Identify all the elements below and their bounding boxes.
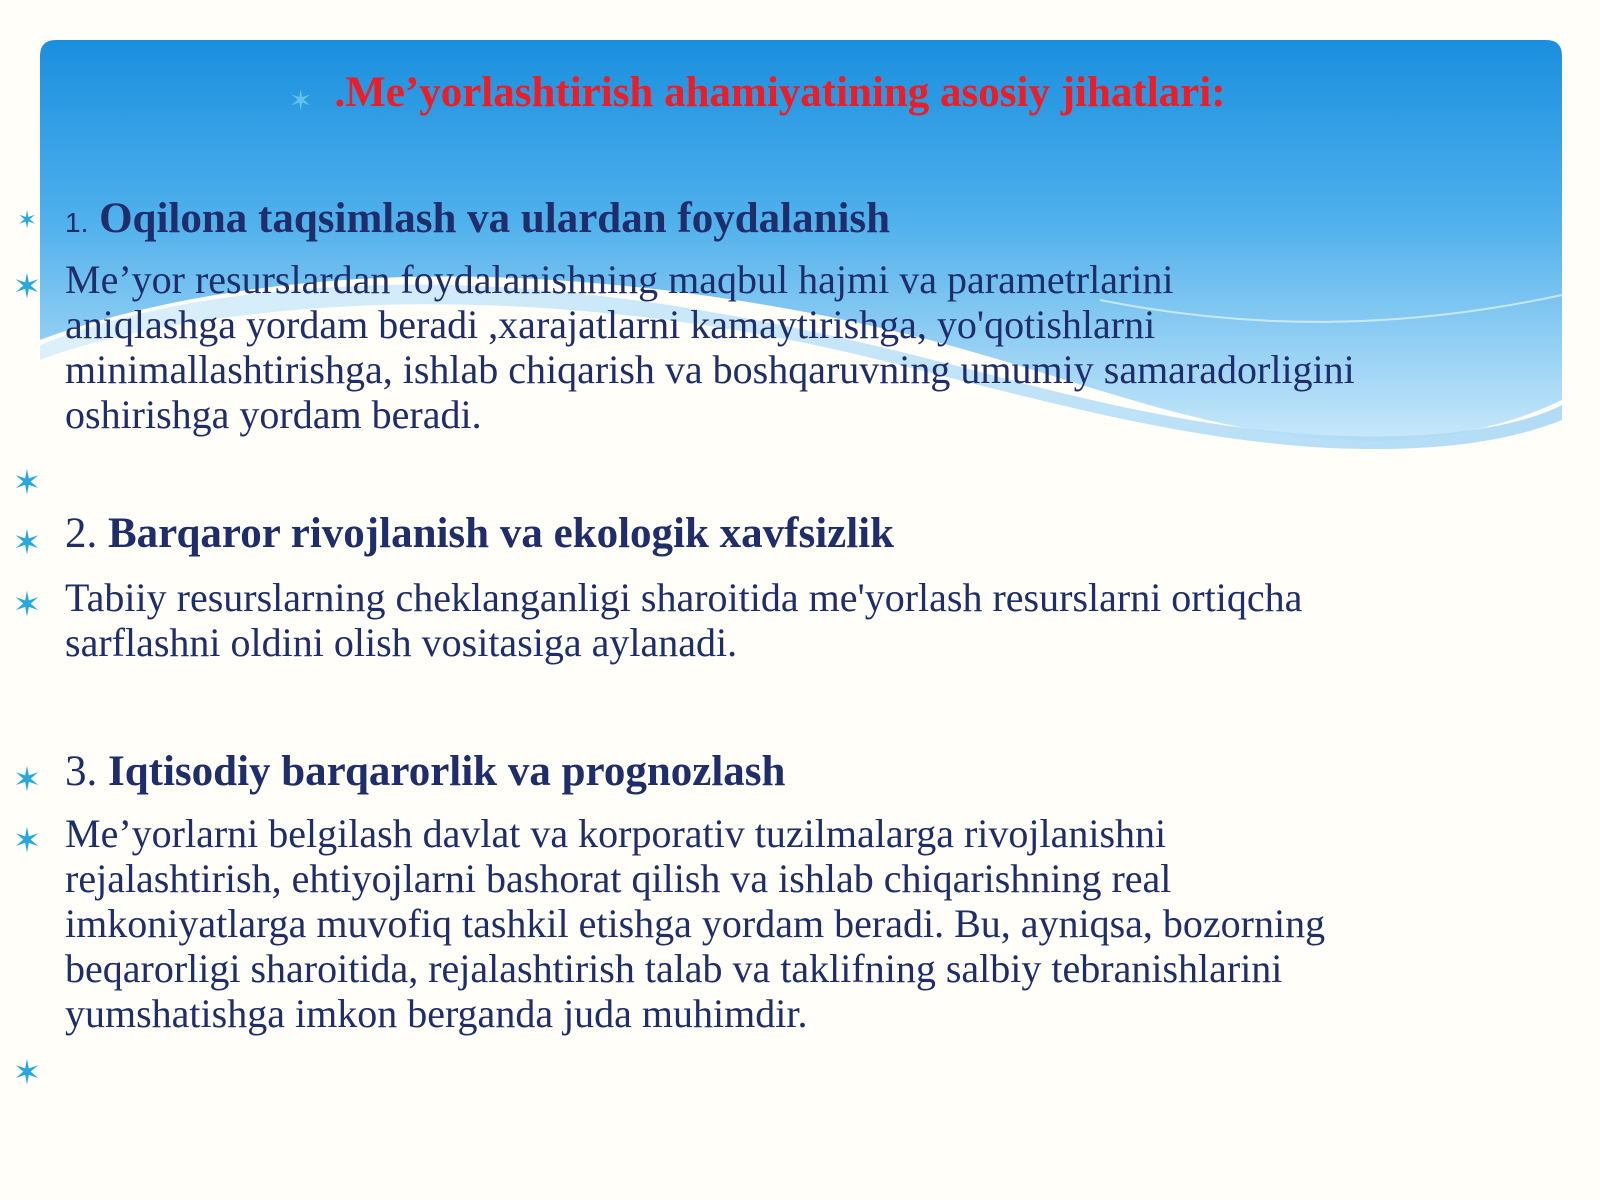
star-bullet-icon: ✶ [12, 523, 42, 563]
title-bullet-icon: ✶ [289, 84, 313, 117]
star-bullet-icon: ✶ [12, 760, 42, 800]
section-heading-text: Iqtisodiy barqarorlik va prognozlash [108, 748, 786, 795]
section-number: 2. [65, 510, 98, 557]
star-bullet-icon: ✶ [12, 821, 42, 861]
star-bullet-icon: ✶ [12, 267, 42, 307]
star-bullet-icon: ✶ [12, 585, 42, 625]
star-bullet-icon: ✶ [12, 1053, 42, 1093]
section-number: 1. [65, 207, 89, 238]
section-number: 3. [65, 748, 98, 795]
section-body-1: Me’yor resurslardan foydalanishning maqbul hajmi va parametrlarini aniqlashga yordam beradi ,xarajatlarni kamaytirishga, yo'qotishlarni minimallashtirishga, ishlab chiqarish va boshqaruvning umumiy samaradorligini oshirishga yordam beradi. [65, 257, 1355, 437]
slide-title: .Me’yorlashtirish ahamiyatining asosiy jihatlari: [334, 69, 1226, 116]
section-heading-text: Oqilona taqsimlash va ulardan foydalanish [99, 195, 891, 242]
section-heading-2 [65, 510, 894, 558]
section-heading-text: Barqaror rivojlanish va ekologik xavfsizlik [108, 510, 895, 557]
section-heading-1 [65, 195, 890, 247]
star-bullet-icon: ✶ [12, 463, 42, 503]
section-heading-3 [65, 748, 785, 796]
star-bullet-icon: ✶ [16, 206, 38, 234]
section-body-3: Me’yorlarni belgilash davlat va korporativ tuzilmalarga rivojlanishni rejalashtirish, ehtiyojlarni bashorat qilish va ishlab chiqarishning real imkoniyatlarga muvofiq tashkil etishga yordam beradi. Bu, ayniqsa, bozorning beqarorligi sharoitida, rejalashtirish talab va taklifning salbiy tebranishlarini yumshatishga imkon berganda juda muhimdir. [65, 811, 1326, 1036]
section-body-2: Tabiiy resurslarning cheklanganligi sharoitida me'yorlash resurslarni ortiqcha sarflashni oldini olish vositasiga aylanadi. [65, 575, 1303, 665]
